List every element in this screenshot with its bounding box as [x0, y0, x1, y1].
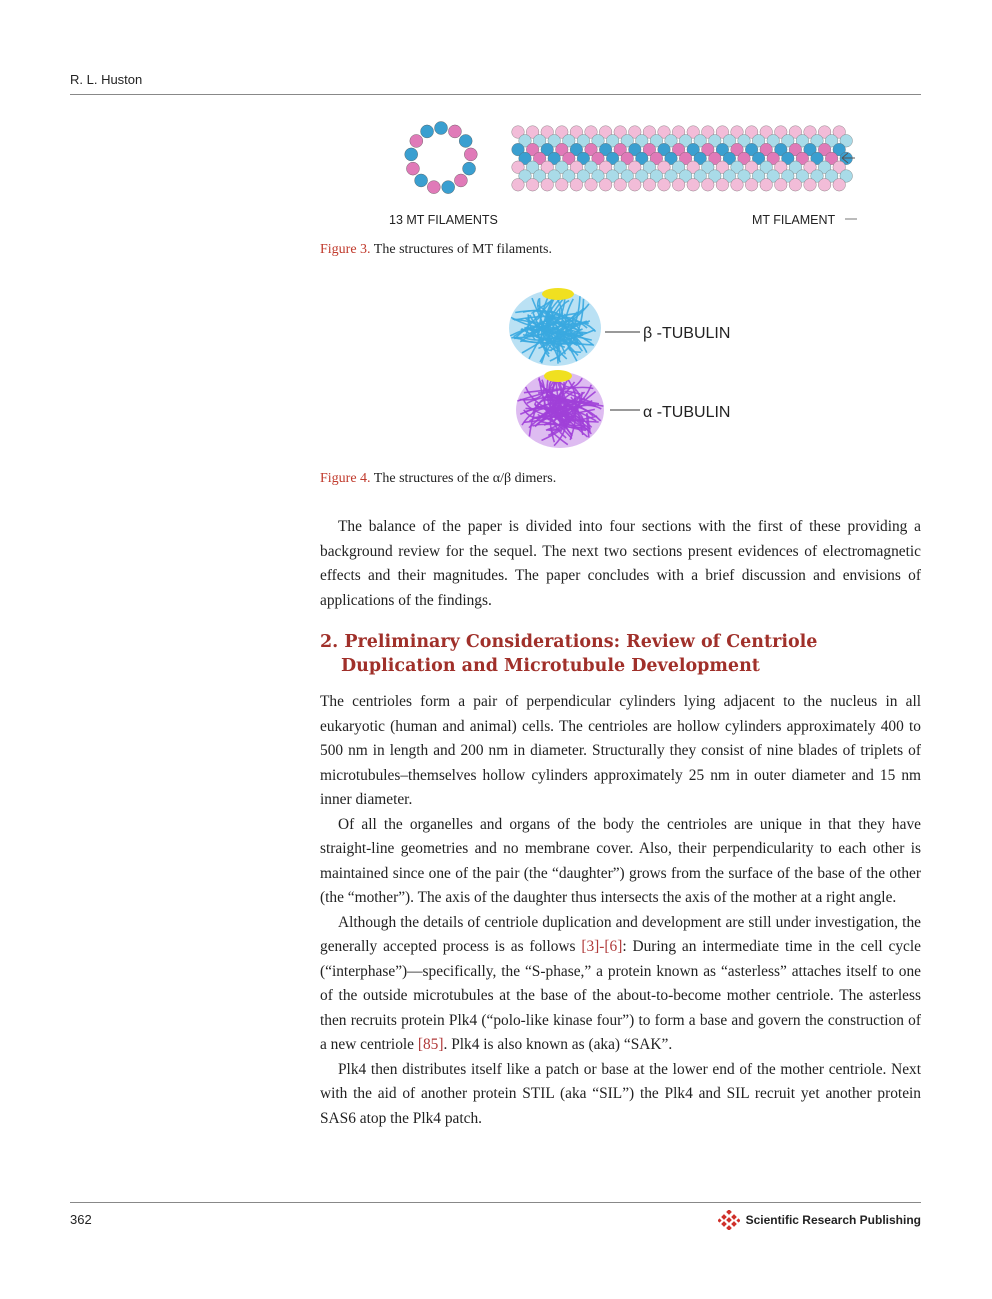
tubulin-sphere [599, 179, 612, 192]
mt-filament-tube [512, 126, 853, 191]
tubulin-sphere [833, 179, 846, 192]
tubulin-sphere [421, 125, 434, 138]
tubulin-sphere [629, 179, 642, 192]
figure-4-caption-text: The structures of the α/β dimers. [370, 471, 557, 486]
figure-3-mt-filaments [380, 118, 870, 233]
tubulin-sphere [570, 179, 583, 192]
section-title-line1: 2. Preliminary Considerations: Review of Centriole [320, 632, 818, 652]
label-alpha-tubulin: α -TUBULIN [643, 404, 731, 421]
tubulin-sphere [442, 181, 455, 194]
header-rule [70, 94, 921, 95]
label-13-mt-filaments: 13 MT FILAMENTS [389, 213, 498, 227]
publisher-name: Scientific Research Publishing [745, 1213, 921, 1227]
citation-link-85[interactable]: [85] [417, 1036, 444, 1053]
tubulin-sphere [459, 134, 472, 147]
figure-3-caption-text: The structures of MT filaments. [370, 242, 553, 257]
section-title-line2: Duplication and Microtubule Development [341, 656, 760, 676]
tubulin-sphere [643, 179, 656, 192]
page-number: 362 [70, 1212, 92, 1227]
tubulin-sphere [427, 181, 440, 194]
tubulin-sphere [410, 134, 423, 147]
body-paragraph-4: Plk4 then distributes itself like a patch or base at the lower end of the mother centriole. Next with the aid of another protein STIL (aka “SIL”) the Plk4 and SIL recruit yet another protein SAS6 atop the Plk4 patch. [320, 1060, 921, 1127]
tubulin-sphere [789, 179, 802, 192]
tubulin-sphere [804, 179, 817, 192]
tubulin-sphere [463, 162, 476, 175]
tubulin-sphere [745, 179, 758, 192]
tubulin-sphere [556, 179, 569, 192]
tubulin-sphere [435, 122, 448, 135]
label-mt-filament: MT FILAMENT [752, 213, 836, 227]
tubulin-sphere [541, 179, 554, 192]
tubulin-sphere [526, 179, 539, 192]
p3-text-c: . Plk4 is also known as (aka) “SAK”. [443, 1036, 673, 1053]
scirp-logo-icon [718, 1210, 740, 1230]
gtp-cap [544, 370, 572, 382]
tubulin-sphere [716, 179, 729, 192]
body-paragraph-1: The centrioles form a pair of perpendicular cylinders lying adjacent to the nucleus in all eukaryotic (human and animal) cells. The centrioles are hollow cylinders approximately 400 to 500 nm in length and 200 nm in diameter. Structurally they consist of nine blades of triplets of microtubules–themselves hollow cylinders approximately 25 nm in outer diameter and 15 nm inner diameter. [320, 693, 921, 808]
tubulin-sphere [818, 179, 831, 192]
label-beta-tubulin: β -TUBULIN [643, 325, 731, 342]
figure-4-tubulin-dimer [500, 280, 750, 460]
tubulin-sphere [760, 179, 773, 192]
figure-3-label: Figure 3. [320, 242, 371, 257]
intro-paragraph: The balance of the paper is divided into four sections with the first of these providing a background review for the sequel. The next two sections present evidences of electromagnetic effects and their magnitudes. The paper concludes with a brief discussion and envisions of applications of the findings. [320, 518, 921, 609]
tubulin-sphere [448, 125, 461, 138]
alpha-tubulin-structure [516, 370, 604, 448]
tubulin-sphere [775, 179, 788, 192]
figure-3-caption [320, 242, 552, 258]
body-paragraph-3 [320, 911, 921, 1058]
tubulin-sphere [406, 162, 419, 175]
tubulin-sphere [731, 179, 744, 192]
p3-text-a: Although the details of centriole duplication and development are still under investigation, the generally accepted process is as follows [320, 913, 921, 955]
body-paragraph-2: Of all the organelles and organs of the body the centrioles are unique in that they have straight-line geometries and no membrane cover. Also, their perpendicularity to each other is maintained since one of the pair (the “daughter”) grows from the surface of the base of the other (the “mother”). The axis of the daughter thus intersects the axis of the mother at a right angle. [320, 815, 921, 906]
tubulin-sphere [702, 179, 715, 192]
figure-4-label: Figure 4. [320, 471, 371, 486]
tubulin-sphere [658, 179, 671, 192]
publisher-logo [718, 1210, 921, 1230]
running-header-author: R. L. Huston [70, 72, 143, 87]
tubulin-sphere [614, 179, 627, 192]
tubulin-sphere [585, 179, 598, 192]
footer-rule [70, 1202, 921, 1203]
section-heading [320, 630, 920, 678]
beta-tubulin-structure [509, 288, 601, 366]
tubulin-sphere [672, 179, 685, 192]
p3-text-b: : During an intermediate time in the cell cycle (“interphase”)—specifically, the “S-phase,” a protein known as “asterless” attaches itself to one of the outside microtubules at the base of the about-to-become mother centriole. The asterless then recruits protein Plk4 (“polo-like kinase four”) to form a base and govern the construction of a new centriole [320, 938, 921, 1053]
tubulin-sphere [454, 174, 467, 187]
tubulin-sphere [687, 179, 700, 192]
figure-4-caption [320, 471, 556, 487]
intro-block [320, 515, 921, 613]
gtp-cap [542, 288, 574, 300]
tubulin-sphere [512, 179, 525, 192]
tubulin-sphere [464, 148, 477, 161]
mt-ring-cross-section [405, 122, 478, 194]
section-body [320, 690, 921, 1131]
tubulin-sphere [415, 174, 428, 187]
tubulin-sphere [405, 148, 418, 161]
citation-link-3-6[interactable]: [3]-[6] [581, 938, 623, 955]
